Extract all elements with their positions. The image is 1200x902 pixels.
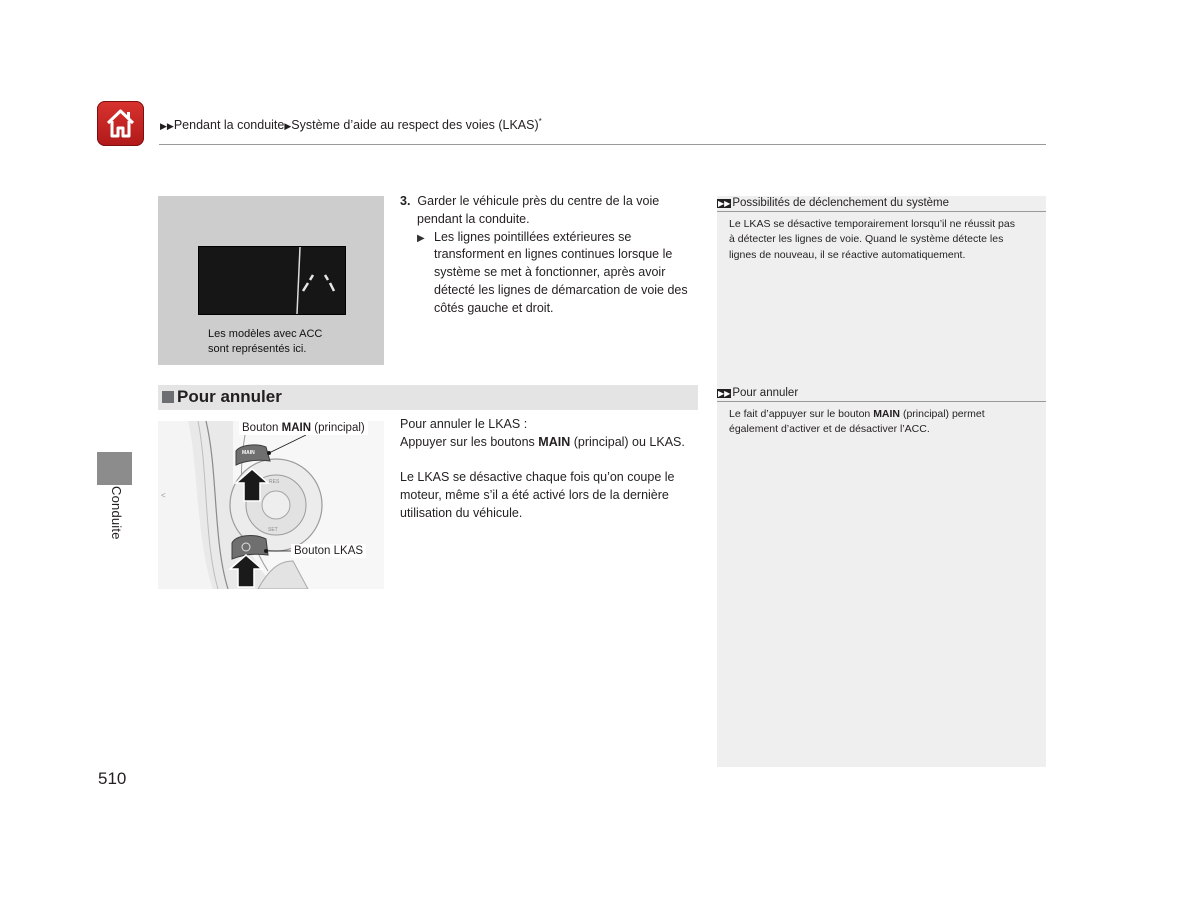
note-line: également d’activer et de désactiver l’ACC.: [729, 423, 930, 436]
breadcrumb-arrow-icon: ▶▶: [160, 121, 174, 132]
note-heading-text: Pour annuler: [732, 387, 799, 399]
label-text: Bouton: [242, 422, 282, 434]
steering-buttons-figure: [158, 421, 384, 589]
main-button-text: MAIN: [242, 450, 255, 456]
breadcrumb-arrow-icon: ▶: [284, 121, 292, 132]
page-number: 510: [98, 769, 127, 788]
note-ref-icon: ▶▶: [718, 389, 731, 398]
note-line: Le LKAS se désactive temporairement lorsqu’il ne réussit pas: [729, 218, 1015, 230]
bullet-line: transforment en lignes continues lorsque le: [434, 247, 673, 262]
text-span: (principal) ou LKAS.: [570, 434, 685, 449]
bold-span: MAIN: [538, 434, 571, 449]
breadcrumb-current: Système d’aide au respect des voies (LKAS): [291, 118, 539, 133]
cancel-instructions: [400, 416, 700, 523]
main-button-label: [239, 421, 368, 435]
paragraph-line: moteur, même s’il a été activé lors de la dernière: [400, 488, 669, 503]
text-span: Le fait d’appuyer sur le bouton: [729, 408, 874, 420]
bullet-line: Les lignes pointillées extérieures se: [434, 229, 632, 244]
paragraph-line: utilisation du véhicule.: [400, 505, 523, 520]
note-line: lignes de nouveau, il se réactive automatiquement.: [729, 248, 966, 261]
paragraph-line: Le LKAS se désactive chaque fois qu’on coupe le: [400, 470, 675, 485]
note-body: [729, 217, 1034, 263]
note-line: à détecter les lignes de voie. Quand le système détecte les: [729, 233, 1004, 246]
bullet-line: détecté les lignes de démarcation de voie des: [434, 282, 688, 297]
chapter-tab[interactable]: [97, 452, 132, 485]
note-heading-text: Possibilités de déclenchement du système: [732, 197, 950, 209]
caption-line: Les modèles avec ACC: [208, 328, 323, 340]
text-span: (principal) permet: [900, 408, 985, 420]
step-bullet: [400, 229, 700, 318]
lkas-button-label: Bouton LKAS: [291, 544, 366, 558]
note-body: [729, 407, 1034, 438]
label-text: (principal): [311, 422, 365, 434]
breadcrumb-asterisk: *: [538, 117, 542, 126]
paragraph-line: [400, 434, 700, 452]
step-text: Garder le véhicule près du centre de la voie: [417, 194, 660, 208]
bullet-line: système se met à fonctionner, après avoir: [434, 265, 666, 280]
steering-wheel-illustration: [158, 421, 384, 589]
svg-text:<: <: [161, 491, 166, 500]
lkas-display-figure: [158, 196, 384, 365]
step-number: 3.: [400, 194, 411, 208]
note-line: [729, 407, 1034, 422]
lane-lines-icon: [199, 247, 345, 314]
paragraph-line: Pour annuler le LKAS :: [400, 417, 528, 431]
svg-text:RES: RES: [269, 479, 280, 485]
section-title: Pour annuler: [177, 387, 282, 406]
bold-span: MAIN: [873, 408, 901, 420]
section-square-icon: [162, 391, 174, 403]
notes-column: [717, 196, 1046, 767]
section-header: [158, 385, 698, 410]
home-icon: [103, 106, 138, 141]
breadcrumb: [160, 117, 542, 132]
note-heading: [717, 197, 1046, 212]
home-button[interactable]: [97, 101, 144, 146]
instrument-display: [198, 246, 346, 315]
bullet-arrow-icon: ▶: [417, 232, 425, 244]
text-span: Appuyer sur les boutons: [400, 434, 539, 449]
svg-text:SET: SET: [268, 527, 278, 533]
note-heading: [717, 387, 1046, 402]
breadcrumb-link-driving[interactable]: Pendant la conduite: [173, 118, 285, 133]
step-3: [400, 193, 700, 318]
caption-line: sont représentés ici.: [208, 342, 307, 355]
bullet-line: côtés gauche et droit.: [434, 300, 554, 315]
header-divider: [159, 144, 1046, 145]
chapter-label: Conduite: [109, 486, 124, 540]
step-text: pendant la conduite.: [417, 211, 530, 226]
note-ref-icon: ▶▶: [718, 199, 731, 208]
figure-caption: [208, 327, 322, 356]
label-bold: MAIN: [281, 422, 312, 434]
